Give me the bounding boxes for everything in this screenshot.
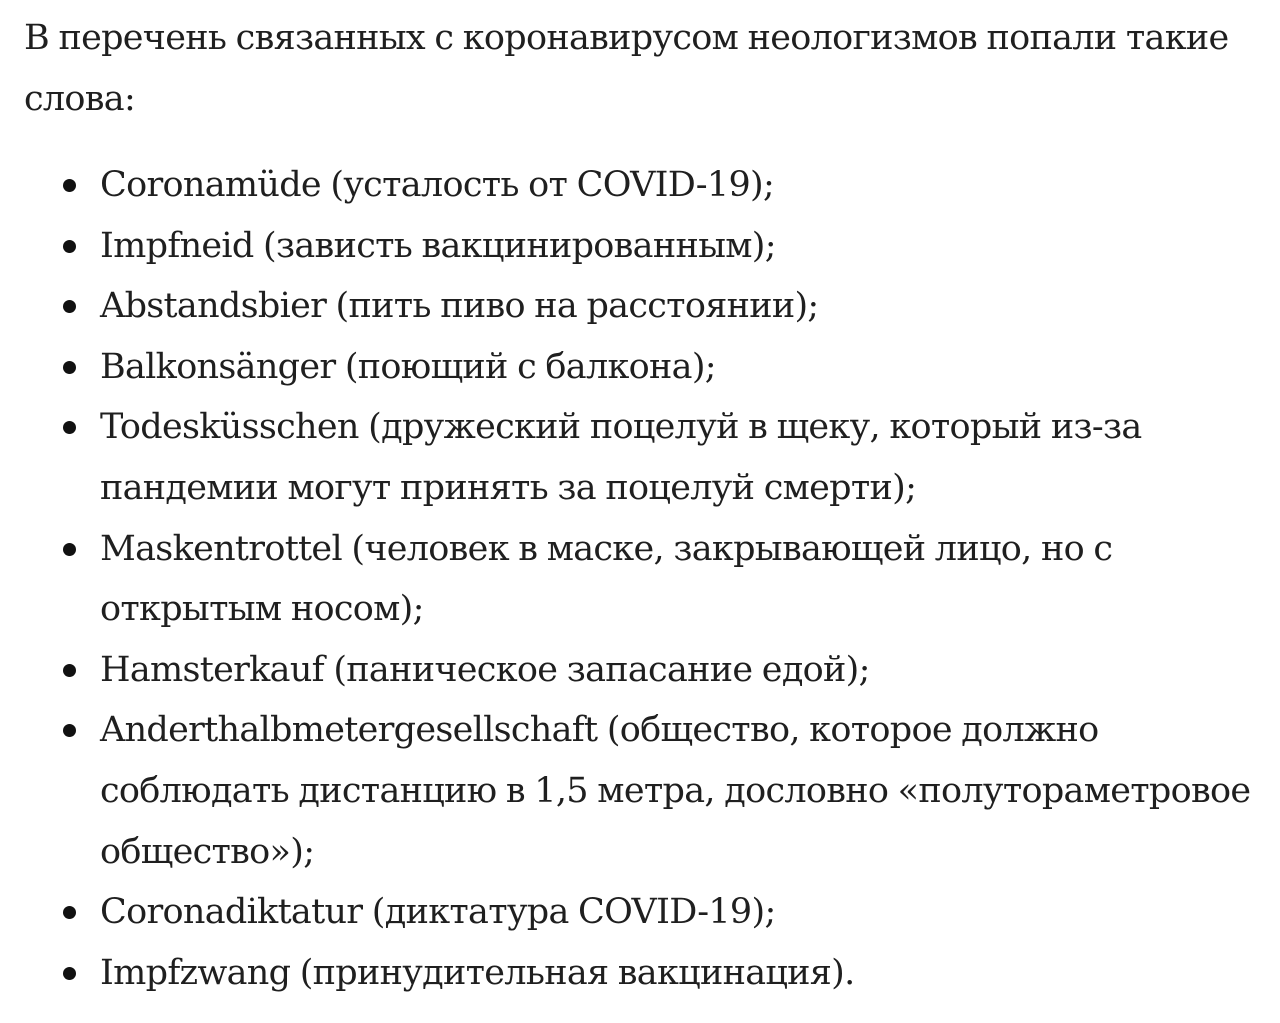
- list-item: [24, 640, 1260, 701]
- bullet-icon: [63, 906, 76, 919]
- list-item-text: Impfneid (зависть вакцинированным);: [100, 225, 776, 266]
- list-item-text: Anderthalbmetergesellschaft (общество, которое должно соблюдать дистанцию в 1,5 метра, дословно «полутораметровое общество»);: [100, 710, 1251, 872]
- list-item: [24, 943, 1260, 1004]
- list-item-text: Coronamüde (усталость от COVID-19);: [100, 165, 775, 205]
- list-item-text: Balkonsänger (поющий с балкона);: [100, 346, 716, 387]
- bullet-icon: [63, 664, 76, 677]
- list-item: [24, 276, 1260, 337]
- neologism-list: [24, 155, 1260, 1003]
- bullet-icon: [63, 421, 76, 434]
- list-item: [24, 337, 1260, 398]
- list-item-text: Impfzwang (принудительная вакцинация).: [100, 952, 855, 993]
- bullet-icon: [63, 543, 76, 556]
- bullet-icon: [63, 724, 76, 737]
- list-item-text: Coronadiktatur (диктатура COVID-19);: [100, 892, 776, 933]
- bullet-icon: [63, 361, 76, 374]
- list-item-text: Hamsterkauf (паническое запасание едой);: [100, 649, 870, 690]
- list-item: [24, 519, 1260, 640]
- list-item: [24, 155, 1260, 216]
- intro-paragraph: В перечень связанных с коронавирусом неологизмов попали такие слова:: [24, 18, 1229, 119]
- list-item: [24, 397, 1260, 518]
- bullet-icon: [63, 967, 76, 980]
- bullet-icon: [63, 300, 76, 313]
- list-item-text: Abstandsbier (пить пиво на расстоянии);: [100, 286, 819, 327]
- bullet-icon: [63, 240, 76, 253]
- list-item: [24, 882, 1260, 943]
- list-item: [24, 700, 1260, 882]
- list-item: [24, 216, 1260, 277]
- bullet-icon: [63, 179, 76, 192]
- list-item-text: Maskentrottel (человек в маске, закрывающей лицо, но с открытым носом);: [100, 528, 1113, 630]
- list-item-text: Todesküsschen (дружеский поцелуй в щеку, который из-за пандемии могут принять за поцелуй смерти);: [100, 407, 1142, 508]
